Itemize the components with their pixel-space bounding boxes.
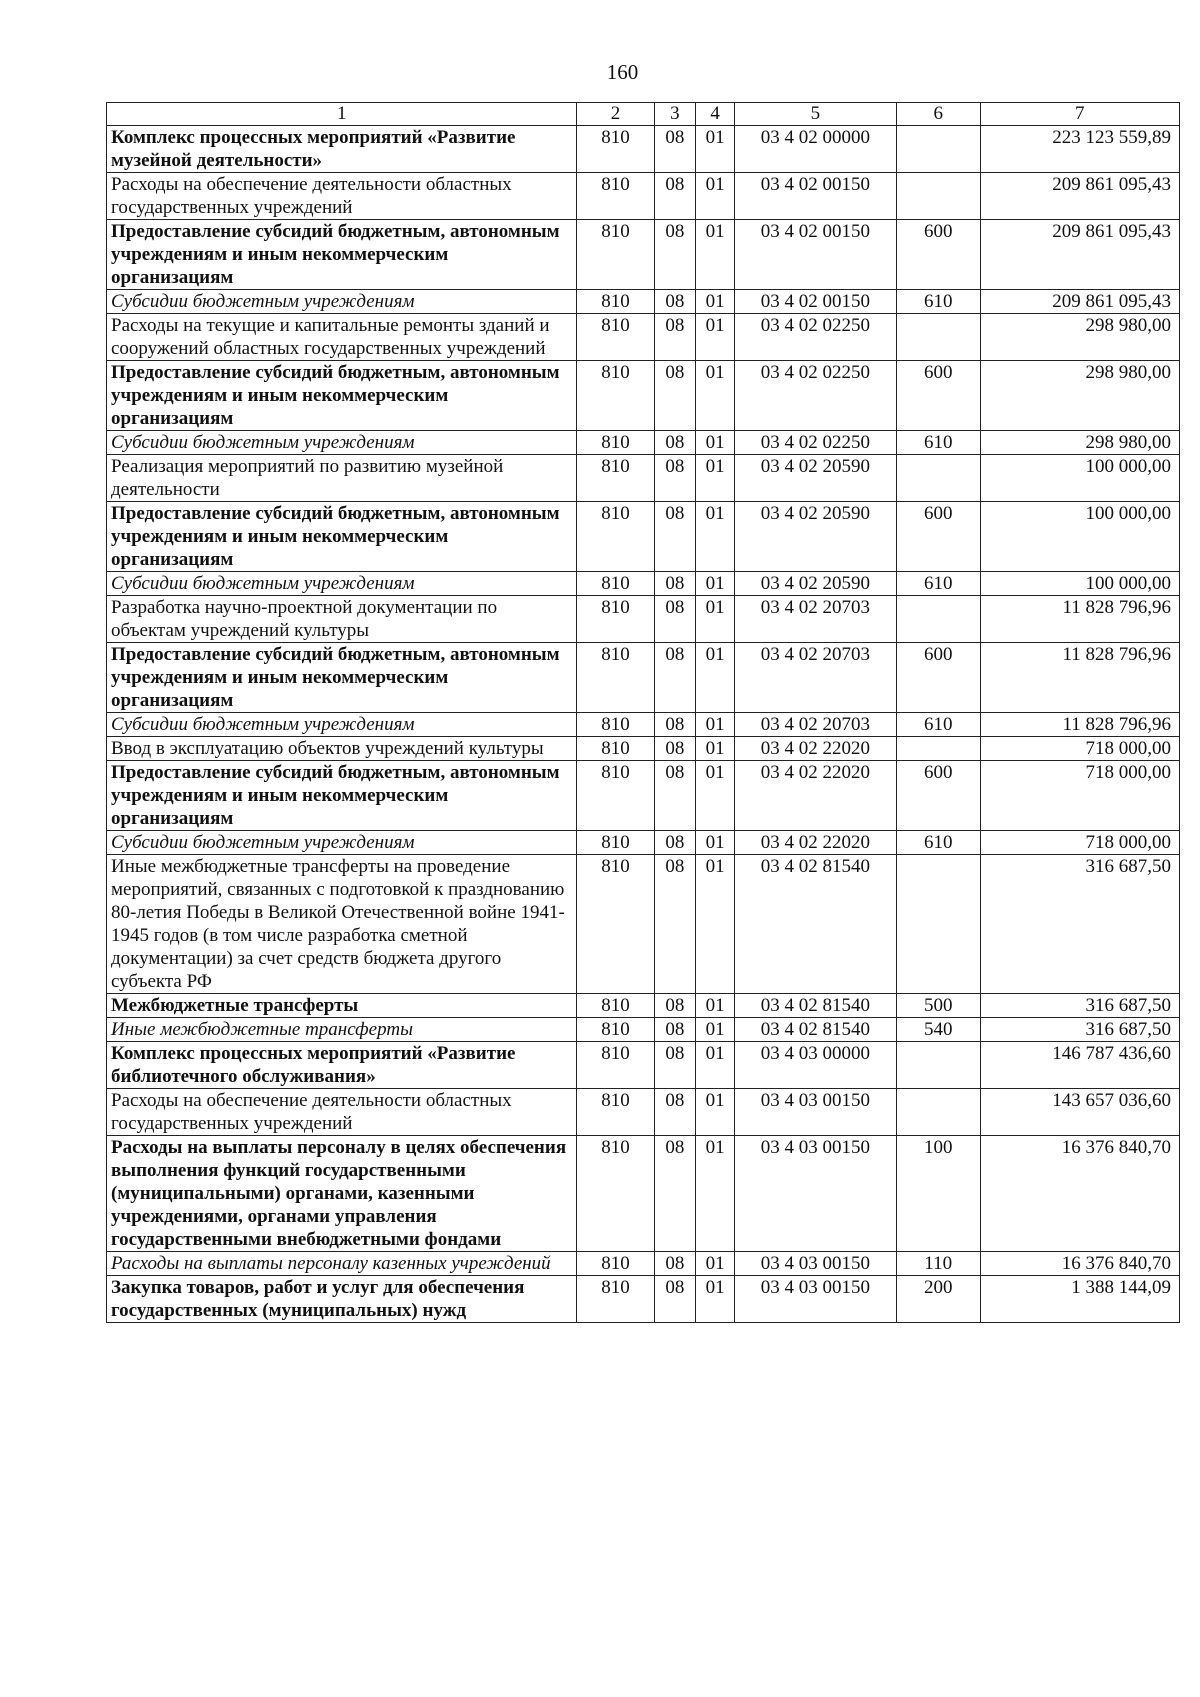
cell-amount: 11 828 796,96: [980, 713, 1179, 737]
cell-target-code: 03 4 02 02250: [734, 361, 896, 431]
cell-admin-code: 810: [577, 314, 654, 361]
cell-amount: 209 861 095,43: [980, 290, 1179, 314]
cell-admin-code: 810: [577, 455, 654, 502]
table-row: [107, 831, 1180, 855]
table-row: [107, 314, 1180, 361]
cell-expense-type-code: 600: [896, 361, 980, 431]
cell-subsection-code: 01: [696, 173, 735, 220]
cell-amount: 11 828 796,96: [980, 596, 1179, 643]
cell-admin-code: 810: [577, 431, 654, 455]
cell-admin-code: 810: [577, 831, 654, 855]
table-row: [107, 1136, 1180, 1252]
cell-admin-code: 810: [577, 1042, 654, 1089]
cell-amount: 316 687,50: [980, 1018, 1179, 1042]
table-row: [107, 361, 1180, 431]
cell-subsection-code: 01: [696, 1042, 735, 1089]
cell-expense-type-code: 600: [896, 761, 980, 831]
cell-section-code: 08: [654, 643, 696, 713]
cell-admin-code: 810: [577, 1136, 654, 1252]
cell-name: Комплекс процессных мероприятий «Развитие библиотечного обслуживания»: [107, 1042, 577, 1089]
cell-section-code: 08: [654, 1042, 696, 1089]
cell-expense-type-code: 200: [896, 1276, 980, 1323]
cell-expense-type-code: [896, 1089, 980, 1136]
cell-expense-type-code: 540: [896, 1018, 980, 1042]
cell-amount: 100 000,00: [980, 455, 1179, 502]
table-row: [107, 596, 1180, 643]
cell-amount: 1 388 144,09: [980, 1276, 1179, 1323]
cell-admin-code: 810: [577, 643, 654, 713]
cell-admin-code: 810: [577, 713, 654, 737]
cell-name: Субсидии бюджетным учреждениям: [107, 831, 577, 855]
cell-target-code: 03 4 03 00150: [734, 1276, 896, 1323]
header-col-7: 7: [980, 103, 1179, 126]
cell-expense-type-code: [896, 737, 980, 761]
header-col-4: 4: [696, 103, 735, 126]
cell-amount: 316 687,50: [980, 994, 1179, 1018]
cell-target-code: 03 4 02 20590: [734, 502, 896, 572]
table-row: [107, 220, 1180, 290]
cell-target-code: 03 4 02 00150: [734, 173, 896, 220]
table-row: [107, 173, 1180, 220]
cell-expense-type-code: 610: [896, 831, 980, 855]
table-row: [107, 502, 1180, 572]
cell-name: Предоставление субсидий бюджетным, автономным учреждениям и иным некоммерческим организациям: [107, 761, 577, 831]
cell-name: Расходы на обеспечение деятельности областных государственных учреждений: [107, 173, 577, 220]
cell-name: Реализация мероприятий по развитию музейной деятельности: [107, 455, 577, 502]
cell-name: Предоставление субсидий бюджетным, автономным учреждениям и иным некоммерческим организациям: [107, 361, 577, 431]
cell-amount: 100 000,00: [980, 502, 1179, 572]
cell-expense-type-code: 110: [896, 1252, 980, 1276]
budget-table: [106, 102, 1180, 1323]
cell-admin-code: 810: [577, 1252, 654, 1276]
cell-name: Расходы на обеспечение деятельности областных государственных учреждений: [107, 1089, 577, 1136]
cell-target-code: 03 4 03 00150: [734, 1136, 896, 1252]
cell-admin-code: 810: [577, 220, 654, 290]
cell-admin-code: 810: [577, 761, 654, 831]
cell-admin-code: 810: [577, 737, 654, 761]
cell-amount: 143 657 036,60: [980, 1089, 1179, 1136]
cell-section-code: 08: [654, 831, 696, 855]
cell-name: Субсидии бюджетным учреждениям: [107, 713, 577, 737]
cell-subsection-code: 01: [696, 643, 735, 713]
cell-admin-code: 810: [577, 290, 654, 314]
table-row: [107, 855, 1180, 994]
cell-subsection-code: 01: [696, 1089, 735, 1136]
cell-section-code: 08: [654, 713, 696, 737]
cell-expense-type-code: [896, 126, 980, 173]
cell-target-code: 03 4 02 81540: [734, 1018, 896, 1042]
cell-section-code: 08: [654, 994, 696, 1018]
cell-name: Разработка научно-проектной документации по объектам учреждений культуры: [107, 596, 577, 643]
cell-admin-code: 810: [577, 1276, 654, 1323]
cell-target-code: 03 4 02 02250: [734, 431, 896, 455]
cell-name: Субсидии бюджетным учреждениям: [107, 572, 577, 596]
cell-section-code: 08: [654, 314, 696, 361]
cell-name: Закупка товаров, работ и услуг для обеспечения государственных (муниципальных) нужд: [107, 1276, 577, 1323]
cell-expense-type-code: [896, 455, 980, 502]
cell-amount: 16 376 840,70: [980, 1136, 1179, 1252]
cell-name: Предоставление субсидий бюджетным, автономным учреждениям и иным некоммерческим организациям: [107, 502, 577, 572]
cell-subsection-code: 01: [696, 431, 735, 455]
cell-name: Расходы на текущие и капитальные ремонты зданий и сооружений областных государственных учреждений: [107, 314, 577, 361]
header-col-1: 1: [107, 103, 577, 126]
table-body: [107, 126, 1180, 1323]
cell-admin-code: 810: [577, 361, 654, 431]
cell-admin-code: 810: [577, 596, 654, 643]
cell-amount: 718 000,00: [980, 737, 1179, 761]
cell-subsection-code: 01: [696, 126, 735, 173]
cell-subsection-code: 01: [696, 1252, 735, 1276]
cell-section-code: 08: [654, 361, 696, 431]
table-row: [107, 713, 1180, 737]
cell-section-code: 08: [654, 1276, 696, 1323]
cell-section-code: 08: [654, 1252, 696, 1276]
cell-name: Иные межбюджетные трансферты: [107, 1018, 577, 1042]
cell-amount: 100 000,00: [980, 572, 1179, 596]
cell-expense-type-code: 610: [896, 572, 980, 596]
cell-expense-type-code: [896, 173, 980, 220]
cell-amount: 209 861 095,43: [980, 220, 1179, 290]
header-col-2: 2: [577, 103, 654, 126]
cell-admin-code: 810: [577, 126, 654, 173]
cell-admin-code: 810: [577, 572, 654, 596]
table-row: [107, 455, 1180, 502]
cell-amount: 146 787 436,60: [980, 1042, 1179, 1089]
cell-subsection-code: 01: [696, 455, 735, 502]
cell-section-code: 08: [654, 220, 696, 290]
table-row: [107, 431, 1180, 455]
cell-target-code: 03 4 02 20590: [734, 455, 896, 502]
cell-target-code: 03 4 03 00150: [734, 1252, 896, 1276]
cell-target-code: 03 4 02 81540: [734, 855, 896, 994]
cell-subsection-code: 01: [696, 361, 735, 431]
cell-admin-code: 810: [577, 994, 654, 1018]
table-row: [107, 1089, 1180, 1136]
cell-name: Иные межбюджетные трансферты на проведение мероприятий, связанных с подготовкой к празднованию 80-летия Победы в Великой Отечественной войне 1941-1945 годов (в том числе разработка сметной документации) за счет средств бюджета другого субъекта РФ: [107, 855, 577, 994]
cell-admin-code: 810: [577, 1089, 654, 1136]
cell-section-code: 08: [654, 1089, 696, 1136]
cell-target-code: 03 4 02 20703: [734, 596, 896, 643]
cell-expense-type-code: 100: [896, 1136, 980, 1252]
cell-expense-type-code: 600: [896, 220, 980, 290]
cell-section-code: 08: [654, 126, 696, 173]
cell-expense-type-code: [896, 1042, 980, 1089]
cell-target-code: 03 4 02 81540: [734, 994, 896, 1018]
cell-name: Субсидии бюджетным учреждениям: [107, 290, 577, 314]
cell-name: Расходы на выплаты персоналу казенных учреждений: [107, 1252, 577, 1276]
cell-admin-code: 810: [577, 1018, 654, 1042]
cell-subsection-code: 01: [696, 502, 735, 572]
cell-expense-type-code: [896, 314, 980, 361]
cell-section-code: 08: [654, 290, 696, 314]
cell-admin-code: 810: [577, 855, 654, 994]
cell-subsection-code: 01: [696, 831, 735, 855]
cell-target-code: 03 4 03 00000: [734, 1042, 896, 1089]
cell-section-code: 08: [654, 502, 696, 572]
cell-subsection-code: 01: [696, 572, 735, 596]
cell-amount: 718 000,00: [980, 761, 1179, 831]
table-row: [107, 290, 1180, 314]
cell-name: Комплекс процессных мероприятий «Развитие музейной деятельности»: [107, 126, 577, 173]
cell-subsection-code: 01: [696, 1136, 735, 1252]
cell-expense-type-code: 610: [896, 290, 980, 314]
cell-amount: 298 980,00: [980, 431, 1179, 455]
table-row: [107, 1276, 1180, 1323]
cell-expense-type-code: [896, 855, 980, 994]
cell-target-code: 03 4 03 00150: [734, 1089, 896, 1136]
cell-section-code: 08: [654, 572, 696, 596]
cell-target-code: 03 4 02 00150: [734, 220, 896, 290]
cell-section-code: 08: [654, 1018, 696, 1042]
cell-target-code: 03 4 02 22020: [734, 831, 896, 855]
cell-subsection-code: 01: [696, 220, 735, 290]
cell-subsection-code: 01: [696, 290, 735, 314]
cell-subsection-code: 01: [696, 314, 735, 361]
cell-name: Предоставление субсидий бюджетным, автономным учреждениям и иным некоммерческим организациям: [107, 220, 577, 290]
table-row: [107, 126, 1180, 173]
cell-name: Межбюджетные трансферты: [107, 994, 577, 1018]
table-row: [107, 994, 1180, 1018]
page-number: 160: [606, 60, 639, 84]
cell-name: Ввод в эксплуатацию объектов учреждений культуры: [107, 737, 577, 761]
cell-amount: 11 828 796,96: [980, 643, 1179, 713]
table-row: [107, 1018, 1180, 1042]
table-row: [107, 1252, 1180, 1276]
cell-name: Субсидии бюджетным учреждениям: [107, 431, 577, 455]
cell-section-code: 08: [654, 596, 696, 643]
cell-target-code: 03 4 02 00150: [734, 290, 896, 314]
cell-subsection-code: 01: [696, 994, 735, 1018]
table-row: [107, 761, 1180, 831]
cell-expense-type-code: 600: [896, 502, 980, 572]
cell-admin-code: 810: [577, 173, 654, 220]
cell-subsection-code: 01: [696, 1018, 735, 1042]
table-row: [107, 737, 1180, 761]
cell-target-code: 03 4 02 00000: [734, 126, 896, 173]
cell-subsection-code: 01: [696, 596, 735, 643]
cell-amount: 16 376 840,70: [980, 1252, 1179, 1276]
cell-section-code: 08: [654, 455, 696, 502]
cell-subsection-code: 01: [696, 737, 735, 761]
cell-name: Расходы на выплаты персоналу в целях обеспечения выполнения функций государственными (муниципальными) органами, казенными учреждениями, органами управления государственными внебюджетными фондами: [107, 1136, 577, 1252]
cell-section-code: 08: [654, 173, 696, 220]
table-row: [107, 643, 1180, 713]
header-col-5: 5: [734, 103, 896, 126]
cell-target-code: 03 4 02 20703: [734, 713, 896, 737]
header-col-6: 6: [896, 103, 980, 126]
cell-amount: 316 687,50: [980, 855, 1179, 994]
cell-section-code: 08: [654, 431, 696, 455]
cell-expense-type-code: 600: [896, 643, 980, 713]
cell-subsection-code: 01: [696, 761, 735, 831]
cell-amount: 298 980,00: [980, 361, 1179, 431]
table-row: [107, 1042, 1180, 1089]
cell-subsection-code: 01: [696, 855, 735, 994]
cell-expense-type-code: 610: [896, 713, 980, 737]
cell-amount: 298 980,00: [980, 314, 1179, 361]
cell-name: Предоставление субсидий бюджетным, автономным учреждениям и иным некоммерческим организациям: [107, 643, 577, 713]
cell-section-code: 08: [654, 761, 696, 831]
cell-expense-type-code: [896, 596, 980, 643]
cell-admin-code: 810: [577, 502, 654, 572]
cell-section-code: 08: [654, 855, 696, 994]
cell-section-code: 08: [654, 1136, 696, 1252]
cell-amount: 718 000,00: [980, 831, 1179, 855]
cell-target-code: 03 4 02 02250: [734, 314, 896, 361]
cell-target-code: 03 4 02 22020: [734, 761, 896, 831]
cell-expense-type-code: 610: [896, 431, 980, 455]
table-header-row: [107, 103, 1180, 126]
header-col-3: 3: [654, 103, 696, 126]
table-row: [107, 572, 1180, 596]
cell-subsection-code: 01: [696, 713, 735, 737]
cell-expense-type-code: 500: [896, 994, 980, 1018]
cell-target-code: 03 4 02 20703: [734, 643, 896, 713]
cell-target-code: 03 4 02 22020: [734, 737, 896, 761]
cell-amount: 209 861 095,43: [980, 173, 1179, 220]
cell-section-code: 08: [654, 737, 696, 761]
cell-target-code: 03 4 02 20590: [734, 572, 896, 596]
cell-subsection-code: 01: [696, 1276, 735, 1323]
cell-amount: 223 123 559,89: [980, 126, 1179, 173]
